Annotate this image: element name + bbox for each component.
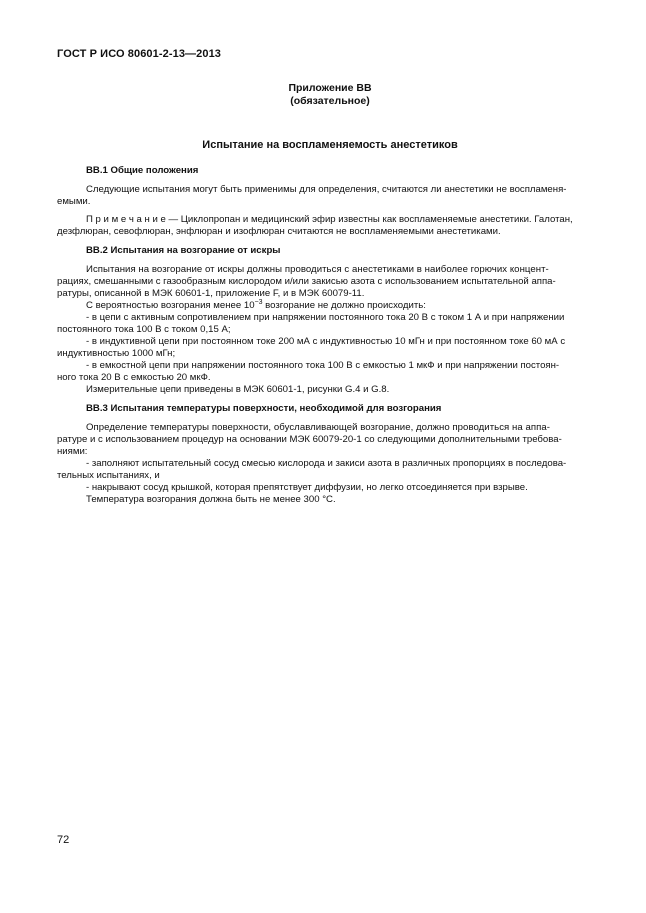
bb2-p1-l3: ратуры, описанной в МЭК 60601-1, приложение F, и в МЭК 60079-11. xyxy=(57,288,365,299)
bb2-b3-l2: ного тока 20 В с емкостью 20 мкФ. xyxy=(57,372,211,383)
bb2-p3: Измерительные цепи приведены в МЭК 60601-1, рисунки G.4 и G.8. xyxy=(86,384,390,395)
section-bb1-note-line2: дезфлюран, севофлюран, энфлюран и изофлюран считаются не воспламеняемыми анестетиками. xyxy=(57,226,501,237)
bb2-p1-l2: рациях, смешанными с газообразным кислородом и/или закисью азота с использованием испытательной аппа- xyxy=(57,276,556,287)
bb3-b1-l1: - заполняют испытательный сосуд смесью кислорода и закиси азота в различных пропорциях в последова- xyxy=(86,458,567,469)
note-label: П р и м е ч а н и е xyxy=(86,214,166,225)
bb2-b2-l2: индуктивностью 1000 мГн; xyxy=(57,348,176,359)
section-bb2-heading: ВВ.2 Испытания на возгорание от искры xyxy=(86,245,281,256)
section-bb1-note-line1 xyxy=(86,214,573,225)
bb2-b3-l1: - в емкостной цепи при напряжении постоянного тока 100 В с емкостью 1 мкФ и при напряжении постоян- xyxy=(86,360,560,371)
section-bb1-para1-line1: Следующие испытания могут быть применимы для определения, считаются ли анестетики не воспламеня- xyxy=(86,184,567,195)
bb3-p1-l1: Определение температуры поверхности, обуславливающей возгорание, должно проводиться на аппа- xyxy=(86,422,550,433)
standard-code-header: ГОСТ Р ИСО 80601-2-13—2013 xyxy=(57,48,222,60)
section-bb1-para1-line2: емыми. xyxy=(57,196,91,207)
bb3-p2: Температура возгорания должна быть не менее 300 °С. xyxy=(86,494,336,505)
bb2-p2-sup: −3 xyxy=(254,298,263,306)
bb3-b2: - накрывают сосуд крышкой, которая препятствует диффузии, но легко отсоединяется при взрыве. xyxy=(86,482,528,493)
appendix-title: Приложение ВВ xyxy=(288,82,372,94)
section-bb3-heading: ВВ.3 Испытания температуры поверхности, необходимой для возгорания xyxy=(86,403,442,414)
main-title: Испытание на воспламеняемость анестетиков xyxy=(202,139,458,151)
bb2-p2-b: возгорание не должно происходить: xyxy=(262,300,426,311)
bb3-b1-l2: тельных испытаниях, и xyxy=(57,470,160,481)
bb2-p2 xyxy=(86,300,426,311)
bb3-p1-l2: ратуре и с использованием процедур на основании МЭК 60079-20-1 со следующими дополнительными требова- xyxy=(57,434,562,445)
section-bb1-heading: ВВ.1 Общие положения xyxy=(86,165,199,176)
bb2-p2-a: С вероятностью возгорания менее 10 xyxy=(86,300,255,311)
page-number: 72 xyxy=(57,834,70,846)
bb2-b1-l2: постоянного тока 100 В с током 0,15 А; xyxy=(57,324,231,335)
bb2-p1-l1: Испытания на возгорание от искры должны проводиться с анестетиками в наиболее горючих концент- xyxy=(86,264,549,275)
note-text: — Циклопропан и медицинский эфир известны как воспламеняемые анестетики. Галотан, xyxy=(165,214,573,225)
bb3-p1-l3: ниями: xyxy=(57,446,88,457)
bb2-b1-l1: - в цепи с активным сопротивлением при напряжении постоянного тока 20 В с током 1 А и при напряжении xyxy=(86,312,565,323)
appendix-subtitle: (обязательное) xyxy=(290,95,370,107)
bb2-b2-l1: - в индуктивной цепи при постоянном токе 200 мА с индуктивностью 10 мГн и при постоянном токе 60 мА с xyxy=(86,336,566,347)
